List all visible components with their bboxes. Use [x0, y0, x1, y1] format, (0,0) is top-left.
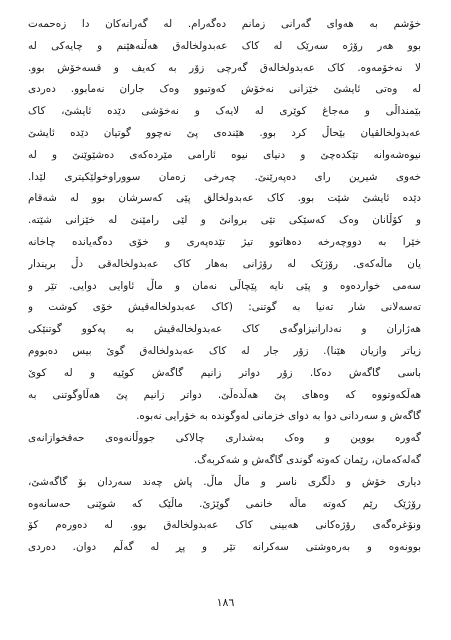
text-line: نیوەشەوانە تێکدەچێ و دنیای نیوە ئارامی مێردەکەی دەشێوێنێ و لە	[28, 148, 421, 161]
text-line: عەبدولخالقیان بێحاڵ کرد بوو. هێندەی پێ نەچوو گوتیان دێدە ئایشێ	[28, 126, 421, 139]
text-line: ونۆغرەگەی رۆژەکانی هەبینی کاک عەبدولخالەق بوو. لە دەورەم کۆ	[28, 519, 421, 532]
body-text	[28, 14, 421, 559]
text-line: لە وەتی ئایشێ خێزانی نەخۆش کەوتبوو وەک جاران نەمابوو. دەردی	[28, 83, 421, 96]
text-line: و کۆڵانان وەک کەسێکی تێی بروانێ و لێی رامێنێ لە خێزانی شێتە.	[28, 214, 421, 227]
text-line: هەڵکەوتووە کە وەهای پێ هەڵدەڵێ. دواتر زانیم پێ هەڵاوگوتنی بە	[28, 388, 421, 401]
text-line: گەورە بووین و وەک بەشداری چالاکی جووڵانەوەی حەقخوازانەی	[28, 432, 421, 445]
text-line: دیاری خۆش و دڵگری ناسر و ماڵ ماڵ. پاش چەند سەردان بۆ گاگەشێ،	[28, 475, 421, 488]
text-line: دێدە ئایشێ شێت بوو. کاک عەبدولخالق پێی کەسرشان بوو لە شەقام	[28, 192, 421, 205]
page-number: ١٨٦	[216, 596, 235, 609]
text-line: بوو هەر رۆژە سەرێک لە کاک عەبدولخالەق هەڵنەهێنم و چایەکی لە	[28, 39, 421, 52]
text-line: هەژاران و نەدارانیزاوگەی کاک عەبدولخالەقیش بە پەکوو گوتنێکی	[28, 323, 421, 336]
text-line: رۆژێک رێم کەوتە ماڵە خانمی گوێژێ. ماڵێک کە شوێنی حەسانەوە	[28, 497, 421, 510]
text-line: تەسەلانی شار تەنیا بە گوتنی: (کاک عەبدولخالەقیش خۆی کوشت و	[28, 301, 421, 314]
text-line: بێمنداڵی و مەجاغ کوێری لە لایەک و نەخۆشی دێدە ئایشێ، کاک	[28, 105, 421, 118]
text-line: لا نەخۆمەوە. کاک عەبدولخالەق گەرچی زۆر بە کەیف و قسەخۆش بوو.	[28, 61, 421, 74]
text-line: یان ماڵەکەی. رۆژێک لە رۆژانی بەهار کاک عەبدولخالەقی دڵ بریندار	[28, 257, 421, 270]
text-line: زیاتر وازیان هێنا). زۆر جار لە کاک عەبدولخالەق گوێ بیس دەبووم	[28, 344, 421, 357]
text-line: گاگەش و سەردانی دوا بە دوای خزمانی لەوگوندە بە خۆرایی نەبوە.	[136, 410, 421, 423]
text-line: سەمی خواردەوە و پێی نایە پێچاڵی نەمان و ماڵ ئاوایی دوایی. تێر و	[28, 279, 421, 292]
text-line: باسی گاگەش دەکا. زۆر دواتر زانیم گاگەش کوێیە و لە کوێ	[28, 366, 421, 379]
text-line: خۆشم بە هەوای گەرانی زمانم دەگەرام. لە گەرانەکان دا زەحمەت	[28, 18, 421, 30]
text-line: بوونەوە و بەرەوشتی سەکرانە تێر و پڕ لە گەڵم دوان. دەردی	[28, 541, 421, 554]
text-line: خێرا بە دووچەرخە دەهاتوو تیژ تێدەپەری و خۆی دەگەیاندە چاخانە	[28, 235, 421, 248]
text-line: خەوی شیرین رای دەپەرێنێ. چەرخی زەمان سووراوخولێکیتری لێدا.	[28, 170, 421, 183]
text-line: گەلەکەمان، رێمان کەوتە گوندی گاگەش و شەکربەگ.	[193, 453, 421, 466]
